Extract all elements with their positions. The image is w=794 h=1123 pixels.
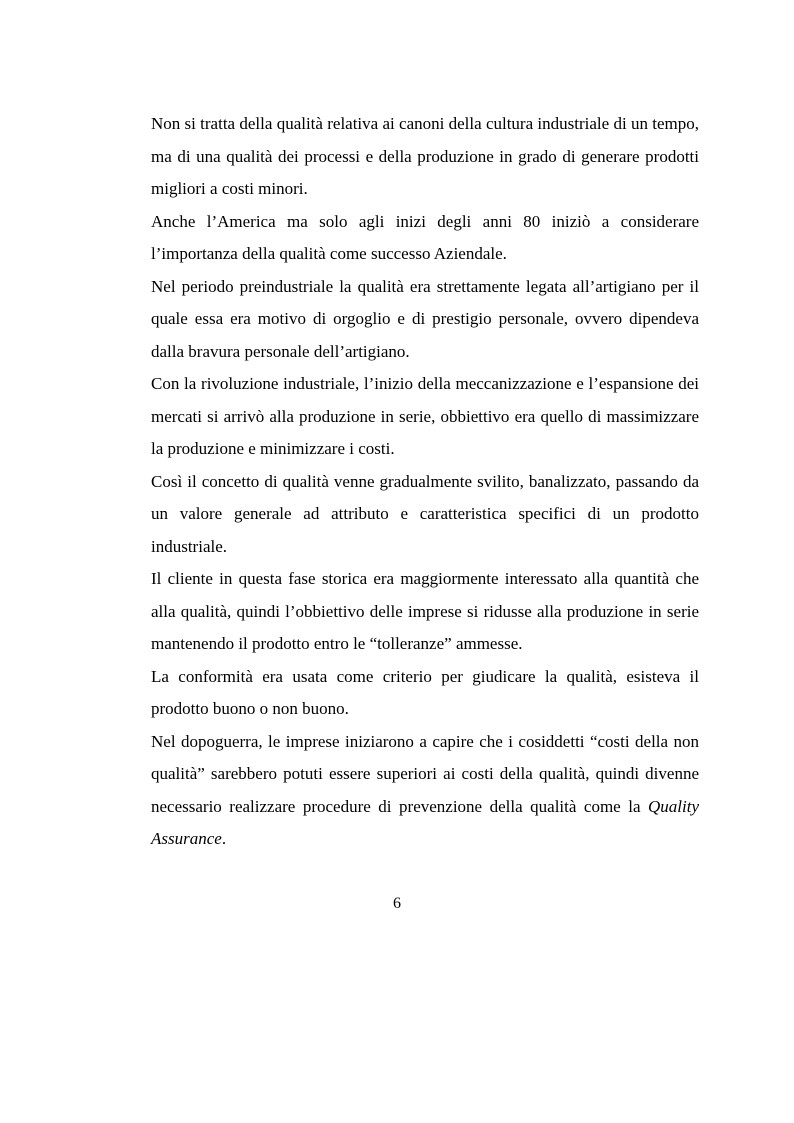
end-punctuation: . <box>221 829 227 848</box>
paragraph-last <box>151 726 699 856</box>
paragraph: Il cliente in questa fase storica era maggiormente interessato alla quantità che alla qualità, quindi l’obbiettivo delle imprese si ridusse alla produzione in serie mantenendo il prodotto entro le “tolleranze” ammesse. <box>151 569 699 653</box>
italic-term: Quality Assurance <box>151 796 700 848</box>
paragraph: Con la rivoluzione industriale, l’inizio della meccanizzazione e l’espansione dei mercati si arrivò alla produzione in serie, obbiettivo era quello di massimizzare la produzione e minimizzare i costi. <box>151 374 699 458</box>
paragraph: Nel periodo preindustriale la qualità era strettamente legata all’artigiano per il quale essa era motivo di orgoglio e di prestigio personale, ovvero dipendeva dalla bravura personale dell’artigiano. <box>151 276 699 361</box>
paragraph: La conformità era usata come criterio per giudicare la qualità, esisteva il prodotto buono o non buono. <box>151 666 699 718</box>
paragraph: Anche l’America ma solo agli inizi degli anni 80 iniziò a considerare l’importanza della qualità come successo Aziendale. <box>151 211 699 263</box>
paragraph: Non si tratta della qualità relativa ai canoni della cultura industriale di un tempo, ma di una qualità dei processi e della produzione in grado di generare prodotti migliori a costi minori. <box>151 114 699 198</box>
paragraph: Così il concetto di qualità venne gradualmente svilito, banalizzato, passando da un valore generale ad attributo e caratteristica specifici di un prodotto industriale. <box>151 471 699 556</box>
page-number: 6 <box>393 895 401 912</box>
body-text <box>151 108 699 856</box>
paragraph-last-text: Nel dopoguerra, le imprese iniziarono a capire che i cosiddetti “costi della non qualità” sarebbero potuti essere superiori ai costi della qualità, quindi divenne necessario realizzare procedure di prevenzione della qualità come la <box>151 731 699 816</box>
